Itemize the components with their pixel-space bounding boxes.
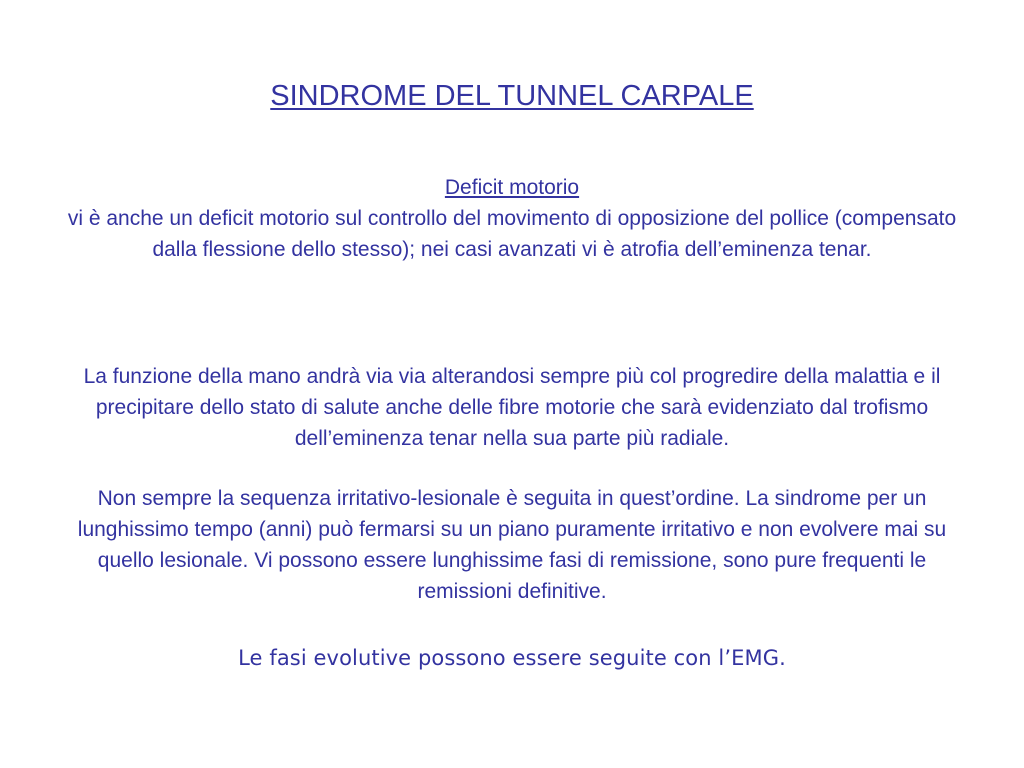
deficit-motorio-section — [50, 172, 974, 265]
sequence-paragraph: Non sempre la sequenza irritativo-lesionale è seguita in quest’ordine. La sindrome per un lunghissimo tempo (anni) può fermarsi su un piano puramente irritativo e non evolvere mai su quello lesionale. Vi possono essere lunghissime fasi di remissione, sono pure frequenti le remissioni definitive. — [77, 487, 947, 603]
emg-closing-line: Le fasi evolutive possono essere seguite con l’EMG. — [238, 646, 786, 670]
slide-title: SINDROME DEL TUNNEL CARPALE — [270, 80, 754, 112]
hand-function-paragraph: La funzione della mano andrà via via alterandosi sempre più col progredire della malattia e il precipitare dello stato di salute anche delle fibre motorie che sarà evidenziato dal trofismo dell’eminenza tenar nella sua parte più radiale. — [83, 365, 941, 450]
deficit-motorio-text: vi è anche un deficit motorio sul controllo del movimento di opposizione del pollice (compensato dalla flessione dello stesso); nei casi avanzati vi è atrofia dell’eminenza tenar. — [67, 207, 957, 261]
section-subheading: Deficit motorio — [444, 176, 580, 199]
